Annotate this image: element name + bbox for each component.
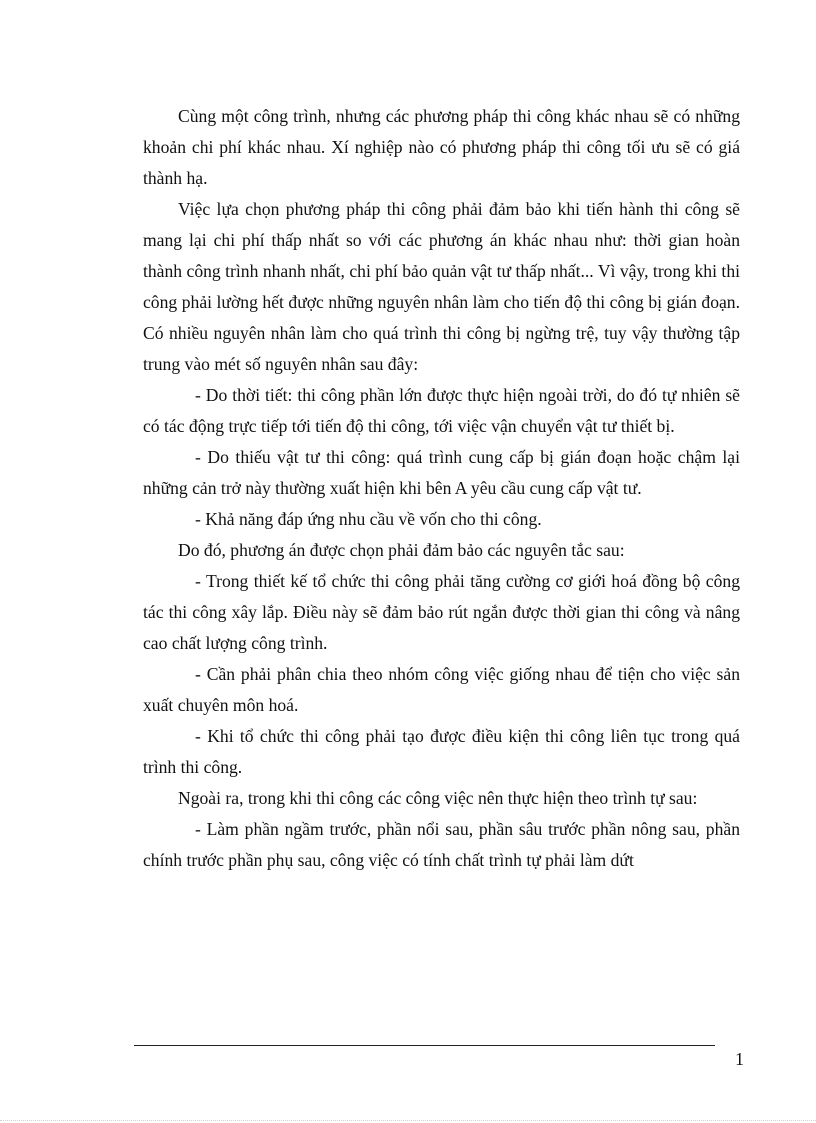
bullet-material-shortage: - Do thiếu vật tư thi công: quá trình cung cấp bị gián đoạn hoặc chậm lại những cản trở này thường xuất hiện khi bên A yêu cầu cung cấp vật tư. — [143, 447, 740, 498]
footer-divider — [134, 1045, 715, 1046]
bullet-sequence: - Làm phần ngầm trước, phần nổi sau, phần sâu trước phần nông sau, phần chính trước phần phụ sau, công việc có tính chất trình tự phải làm dứt — [143, 819, 740, 870]
body-text — [143, 101, 740, 876]
bullet-work-grouping: - Cần phải phân chia theo nhóm công việc giống nhau để tiện cho việc sản xuất chuyên môn hoá. — [143, 664, 740, 715]
bullet-mechanization: - Trong thiết kế tổ chức thi công phải tăng cường cơ giới hoá đồng bộ công tác thi công xây lắp. Điều này sẽ đảm bảo rút ngắn được thời gian thi công và nâng cao chất lượng công trình. — [143, 571, 740, 653]
paragraph-sequence-intro: Ngoài ra, trong khi thi công các công việc nên thực hiện theo trình tự sau: — [178, 788, 698, 808]
paragraph-method-selection: Việc lựa chọn phương pháp thi công phải đảm bảo khi tiến hành thi công sẽ mang lại chi phí thấp nhất so với các phương án khác nhau như: thời gian hoàn thành công trình nhanh nhất, chi phí bảo quản vật tư thấp nhất... Vì vậy, trong khi thi công phải lường hết được những nguyên nhân làm cho tiến độ thi công bị gián đoạn. Có nhiều nguyên nhân làm cho quá trình thi công bị ngừng trệ, tuy vậy thường tập trung vào mét số nguyên nhân sau đây: — [143, 199, 740, 374]
bullet-capital: - Khả năng đáp ứng nhu cầu về vốn cho thi công. — [195, 509, 542, 529]
bullet-weather: - Do thời tiết: thi công phần lớn được thực hiện ngoài trời, do đó tự nhiên sẽ có tác động trực tiếp tới tiến độ thi công, tới việc vận chuyển vật tư thiết bị. — [143, 385, 740, 436]
paragraph-principles-intro: Do đó, phương án được chọn phải đảm bảo các nguyên tắc sau: — [178, 540, 625, 560]
page-edge-dotted-line — [0, 1120, 816, 1121]
page-number: 1 — [735, 1049, 744, 1069]
bullet-continuity: - Khi tổ chức thi công phải tạo được điều kiện thi công liên tục trong quá trình thi công. — [143, 726, 740, 777]
paragraph-cost-methods: Cùng một công trình, nhưng các phương pháp thi công khác nhau sẽ có những khoản chi phí khác nhau. Xí nghiệp nào có phương pháp thi công tối ưu sẽ có giá thành hạ. — [143, 106, 740, 188]
